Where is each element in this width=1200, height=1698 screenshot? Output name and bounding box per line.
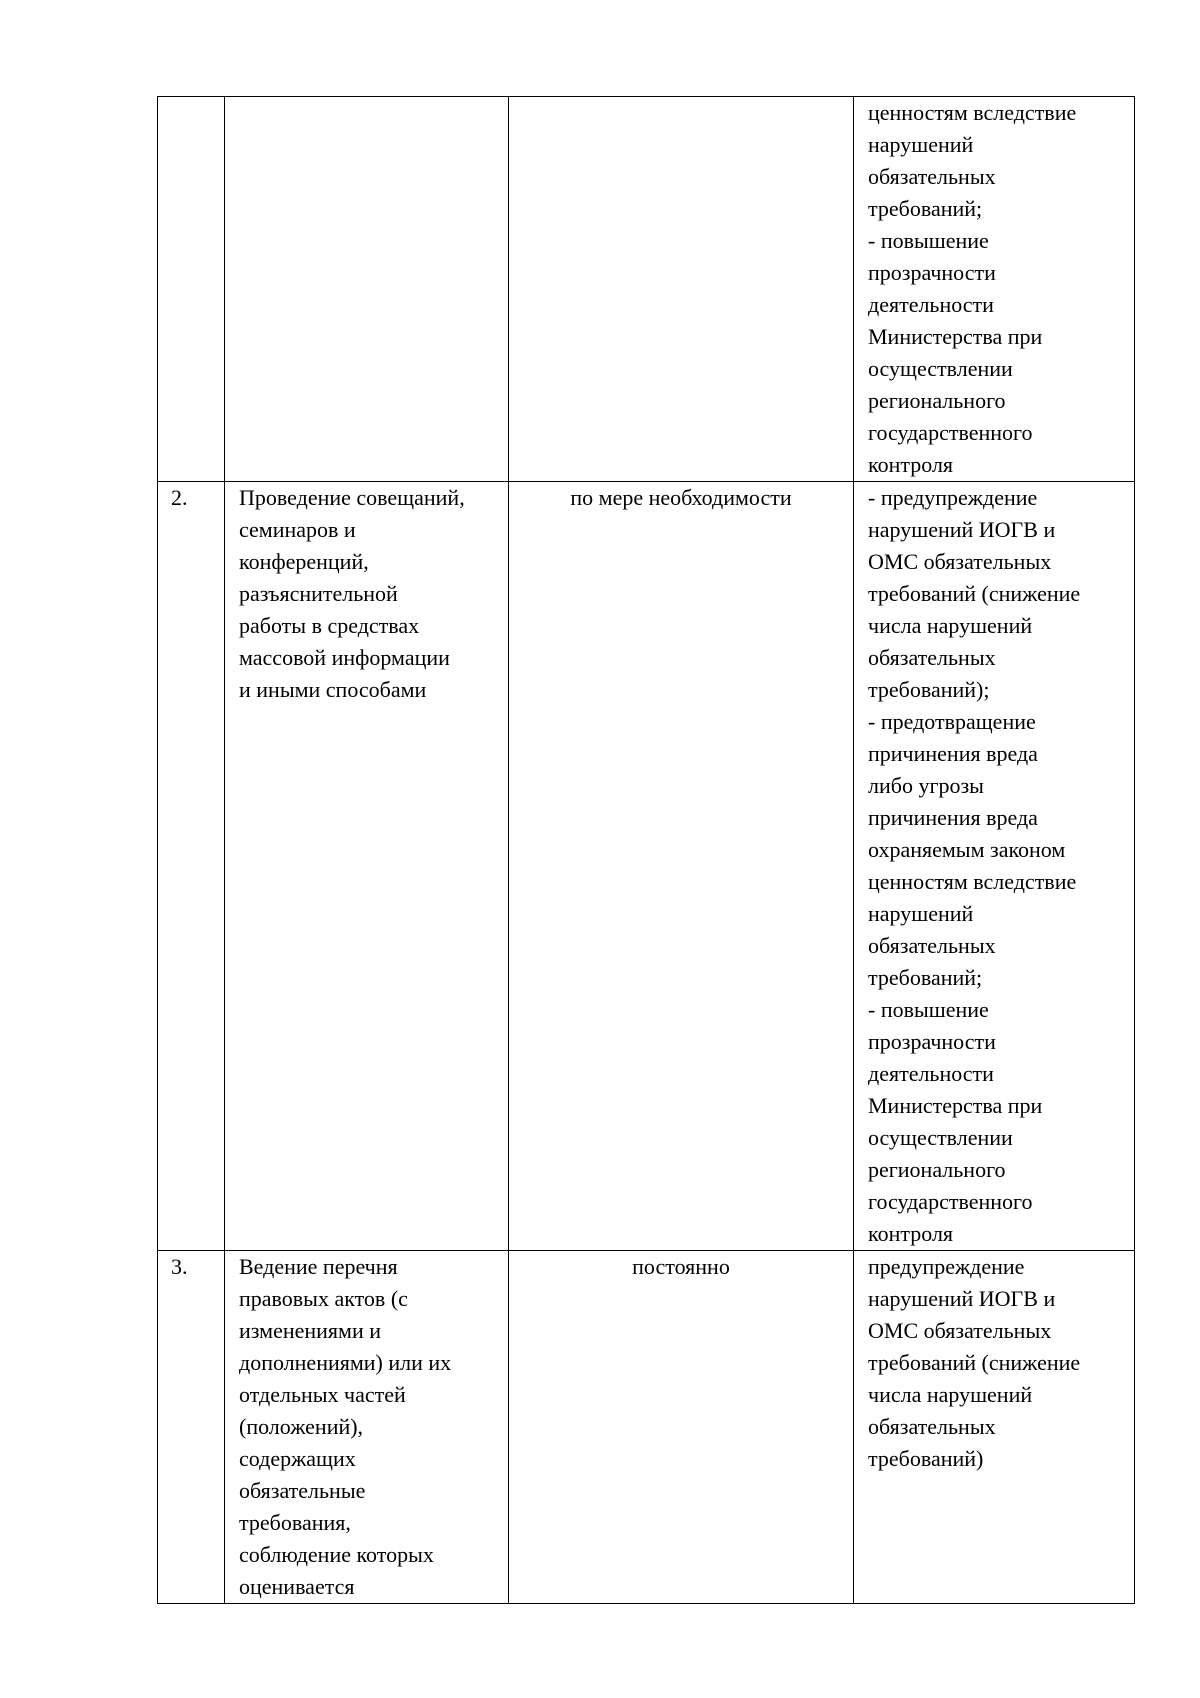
row-number: 3.	[158, 1251, 225, 1604]
cell-text-line: прозрачности	[868, 1029, 996, 1054]
cell-text-line: дополнениями) или их	[239, 1350, 452, 1375]
result-cell	[854, 1251, 1135, 1604]
cell-text-line: регионального	[868, 1157, 1006, 1182]
cell-text-line: ОМС обязательных	[868, 549, 1052, 574]
cell-text-line: нарушений	[868, 132, 974, 157]
cell-text-line: требований;	[868, 196, 983, 221]
cell-text-line: осуществлении	[868, 356, 1013, 381]
cell-text-line: конференций,	[239, 549, 369, 574]
cell-text-line: обязательных	[868, 1414, 996, 1439]
cell-text-line: (положений),	[239, 1414, 364, 1439]
cell-text-line: осуществлении	[868, 1125, 1013, 1150]
cell-text-line: разъяснительной	[239, 581, 398, 606]
cell-text-line: государственного	[868, 420, 1033, 445]
cell-text-line: причинения вреда	[868, 741, 1038, 766]
cell-text-line: числа нарушений	[868, 613, 1033, 638]
cell-text-line: Ведение перечня	[239, 1254, 398, 1279]
activity-cell	[225, 482, 509, 1251]
cell-text-line: соблюдение которых	[239, 1542, 434, 1567]
cell-text-line: обязательные	[239, 1478, 366, 1503]
cell-text-line: ценностям вследствие	[868, 100, 1077, 125]
cell-text-line: нарушений	[868, 901, 974, 926]
cell-text-line: - предотвращение	[868, 709, 1036, 734]
cell-text-line: содержащих	[239, 1446, 356, 1471]
cell-text-line: деятельности	[868, 292, 994, 317]
cell-text-line: Министерства при	[868, 1093, 1043, 1118]
row-number: 2.	[158, 482, 225, 1251]
result-cell	[854, 482, 1135, 1251]
row-number	[158, 97, 225, 482]
cell-text-line: числа нарушений	[868, 1382, 1033, 1407]
cell-text-line: - предупреждение	[868, 485, 1038, 510]
table-row	[158, 97, 1135, 482]
table-row	[158, 1251, 1135, 1604]
term-cell: по мере необходимости	[509, 482, 854, 1251]
cell-text-line: и иными способами	[239, 677, 427, 702]
cell-text-line: семинаров и	[239, 517, 356, 542]
result-cell	[854, 97, 1135, 482]
cell-text-line: требований (снижение	[868, 1350, 1081, 1375]
cell-text-line: обязательных	[868, 933, 996, 958]
cell-text-line: обязательных	[868, 164, 996, 189]
term-cell	[509, 97, 854, 482]
cell-text-line: правовых актов (с	[239, 1286, 408, 1311]
activity-cell	[225, 97, 509, 482]
cell-text-line: массовой информации	[239, 645, 450, 670]
cell-text-line: причинения вреда	[868, 805, 1038, 830]
cell-text-line: нарушений ИОГВ и	[868, 1286, 1056, 1311]
cell-text-line: нарушений ИОГВ и	[868, 517, 1056, 542]
cell-text-line: обязательных	[868, 645, 996, 670]
cell-text-line: требования,	[239, 1510, 351, 1535]
cell-text-line: оценивается	[239, 1574, 355, 1599]
cell-text-line: контроля	[868, 452, 954, 477]
cell-text-line: - повышение	[868, 997, 989, 1022]
cell-text-line: отдельных частей	[239, 1382, 406, 1407]
cell-text-line: ценностям вследствие	[868, 869, 1077, 894]
cell-text-line: регионального	[868, 388, 1006, 413]
cell-text-line: требований;	[868, 965, 983, 990]
cell-text-line: предупреждение	[868, 1254, 1025, 1279]
cell-text-line: государственного	[868, 1189, 1033, 1214]
cell-text-line: требований)	[868, 1446, 984, 1471]
cell-text-line: либо угрозы	[868, 773, 984, 798]
cell-text-line: Министерства при	[868, 324, 1043, 349]
cell-text-line: контроля	[868, 1221, 954, 1246]
term-cell: постоянно	[509, 1251, 854, 1604]
cell-text-line: Проведение совещаний,	[239, 485, 465, 510]
cell-text-line: требований);	[868, 677, 990, 702]
cell-text-line: охраняемым законом	[868, 837, 1066, 862]
cell-text-line: - повышение	[868, 228, 989, 253]
cell-text-line: работы в средствах	[239, 613, 420, 638]
cell-text-line: прозрачности	[868, 260, 996, 285]
cell-text-line: деятельности	[868, 1061, 994, 1086]
table-row	[158, 482, 1135, 1251]
measures-table	[157, 96, 1135, 1604]
cell-text-line: ОМС обязательных	[868, 1318, 1052, 1343]
activity-cell	[225, 1251, 509, 1604]
cell-text-line: требований (снижение	[868, 581, 1081, 606]
cell-text-line: изменениями и	[239, 1318, 382, 1343]
